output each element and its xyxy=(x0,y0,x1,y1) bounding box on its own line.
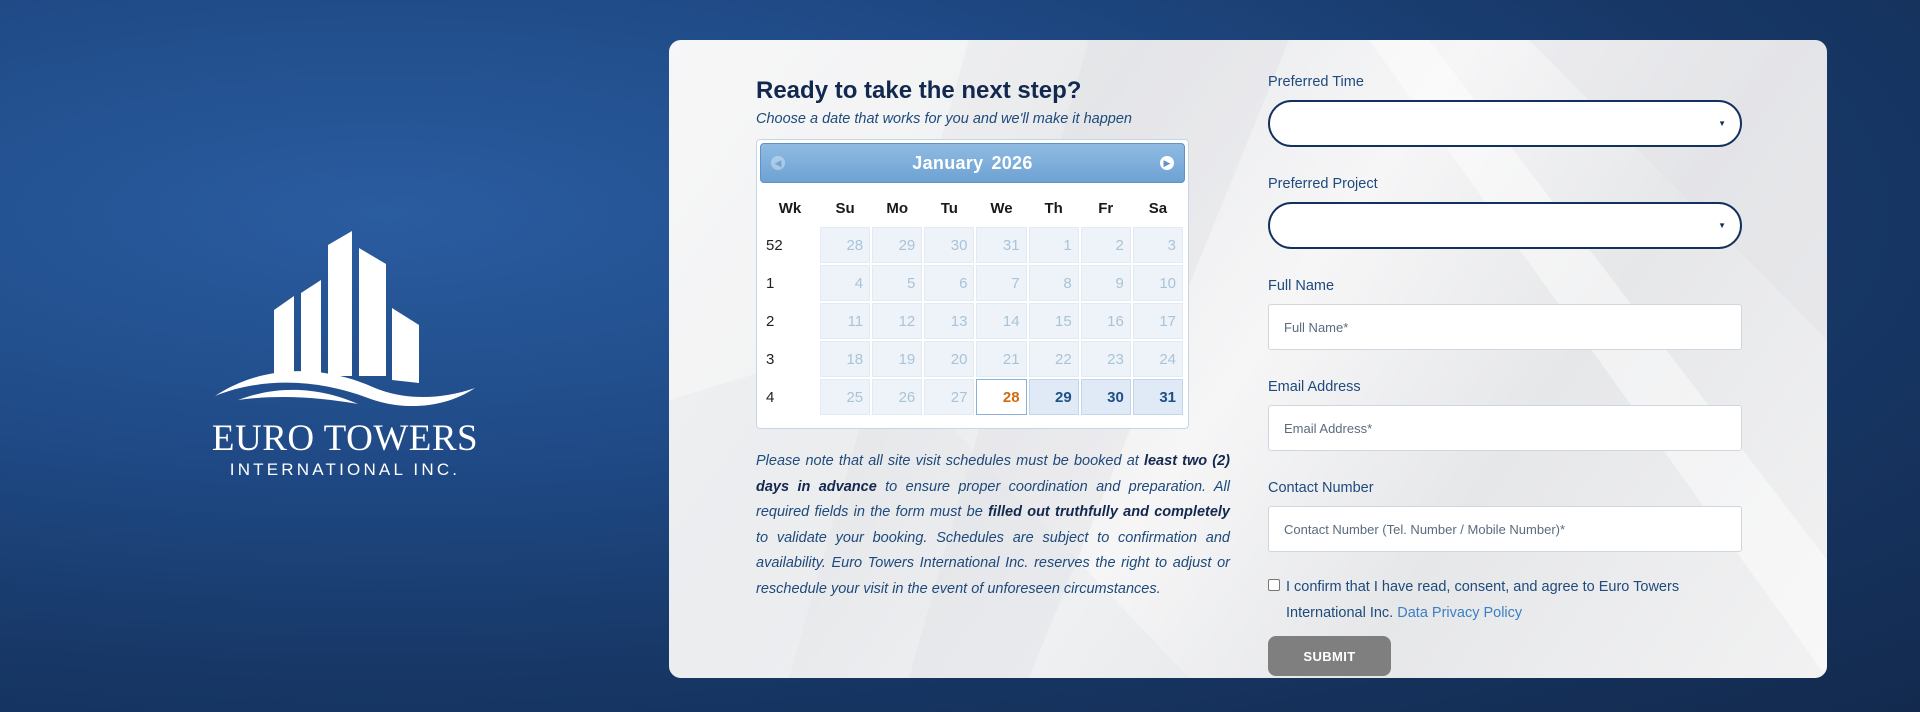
preferred-project-select[interactable] xyxy=(1268,202,1742,249)
calendar-day-disabled: 22 xyxy=(1029,341,1079,377)
caret-down-icon: ▼ xyxy=(1718,119,1726,128)
weekday-header: Sa xyxy=(1148,199,1168,217)
weekday-header: Th xyxy=(1044,199,1063,217)
calendar-day-disabled: 7 xyxy=(976,265,1026,301)
privacy-policy-link[interactable]: Data Privacy Policy xyxy=(1397,605,1523,621)
week-number: 52 xyxy=(766,236,783,254)
weekday-header: Wk xyxy=(778,199,802,217)
contact-number-label: Contact Number xyxy=(1268,480,1374,496)
calendar-day-disabled: 3 xyxy=(1133,227,1183,263)
brand-logo xyxy=(210,228,480,488)
calendar-day-disabled: 18 xyxy=(820,341,870,377)
brand-subtitle: INTERNATIONAL INC. xyxy=(229,460,461,479)
contact-number-input[interactable] xyxy=(1268,506,1742,552)
calendar-day-disabled: 6 xyxy=(924,265,974,301)
calendar-month: January xyxy=(912,152,984,173)
notice-emphasis: filled out truthfully and completely xyxy=(988,504,1230,520)
calendar-day-disabled: 10 xyxy=(1133,265,1183,301)
caret-down-icon: ▼ xyxy=(1718,221,1726,230)
date-picker xyxy=(756,139,1189,429)
consent-row xyxy=(1268,574,1742,626)
week-number: 4 xyxy=(766,388,775,406)
booking-notice xyxy=(756,449,1230,602)
chevron-left-icon[interactable]: ◀ xyxy=(771,156,785,170)
calendar-day[interactable]: 30 xyxy=(1081,379,1131,415)
calendar-day-disabled: 20 xyxy=(924,341,974,377)
calendar-day-disabled: 16 xyxy=(1081,303,1131,339)
calendar-day-disabled: 12 xyxy=(872,303,922,339)
weekday-header: Mo xyxy=(886,199,909,217)
calendar-section xyxy=(756,76,1266,602)
weekday-header: We xyxy=(990,199,1013,217)
booking-card xyxy=(669,40,1827,678)
calendar-day-today: 28 xyxy=(976,379,1026,415)
calendar-day-disabled: 14 xyxy=(976,303,1026,339)
contact-number-placeholder: Contact Number (Tel. Number / Mobile Number)* xyxy=(1284,521,1566,537)
calendar-grid xyxy=(760,189,1185,417)
towers-logo-icon xyxy=(210,228,480,413)
consent-checkbox[interactable] xyxy=(1268,579,1280,591)
calendar-day-disabled: 2 xyxy=(1081,227,1131,263)
calendar-day-disabled: 19 xyxy=(872,341,922,377)
calendar-day-disabled: 15 xyxy=(1029,303,1079,339)
weekday-header: Fr xyxy=(1098,199,1114,217)
calendar-day-disabled: 27 xyxy=(924,379,974,415)
calendar-day-disabled: 21 xyxy=(976,341,1026,377)
email-input[interactable] xyxy=(1268,405,1742,451)
calendar-week-row xyxy=(762,227,1183,263)
calendar-day-disabled: 13 xyxy=(924,303,974,339)
week-number: 2 xyxy=(766,312,775,330)
page-title: Ready to take the next step? xyxy=(756,77,1082,104)
page-subtitle: Choose a date that works for you and we'll make it happen xyxy=(756,111,1132,127)
calendar-header xyxy=(760,143,1185,183)
calendar-day-disabled: 30 xyxy=(924,227,974,263)
weekday-header: Tu xyxy=(940,199,958,217)
calendar-day-disabled: 17 xyxy=(1133,303,1183,339)
consent-text xyxy=(1286,574,1742,626)
preferred-project-label: Preferred Project xyxy=(1268,176,1378,192)
notice-text: to validate your booking. Schedules are subject to confirmation and availability. Euro Towers International Inc. reserves the right to adjust or reschedule your visit in the event of unforeseen circumstances. xyxy=(756,529,1230,597)
calendar-day-disabled: 24 xyxy=(1133,341,1183,377)
calendar-day-disabled: 8 xyxy=(1029,265,1079,301)
calendar-day-disabled: 23 xyxy=(1081,341,1131,377)
calendar-day[interactable]: 29 xyxy=(1029,379,1079,415)
calendar-day-disabled: 11 xyxy=(820,303,870,339)
booking-form xyxy=(1268,73,1742,676)
preferred-time-label: Preferred Time xyxy=(1268,74,1364,90)
calendar-day-disabled: 28 xyxy=(820,227,870,263)
calendar-weekday-row xyxy=(762,191,1183,225)
brand-name: EURO TOWERS xyxy=(211,418,479,459)
email-placeholder: Email Address* xyxy=(1284,420,1373,436)
calendar-title xyxy=(908,153,1036,174)
week-number: 3 xyxy=(766,350,775,368)
email-label: Email Address xyxy=(1268,379,1361,395)
week-number: 1 xyxy=(766,274,775,292)
calendar-day-disabled: 1 xyxy=(1029,227,1079,263)
calendar-day[interactable]: 31 xyxy=(1133,379,1183,415)
notice-emphasis: least two (2) days in advance xyxy=(756,453,1231,495)
calendar-day-disabled: 31 xyxy=(976,227,1026,263)
notice-text: to ensure proper coordination and preparation. All required fields in the form must be xyxy=(756,478,1231,520)
chevron-right-icon[interactable]: ▶ xyxy=(1160,156,1174,170)
consent-statement: I confirm that I have read, consent, and agree to Euro Towers International Inc. xyxy=(1286,579,1680,621)
full-name-input[interactable] xyxy=(1268,304,1742,350)
calendar-week-row xyxy=(762,265,1183,301)
calendar-day-disabled: 9 xyxy=(1081,265,1131,301)
submit-button[interactable]: SUBMIT xyxy=(1268,636,1391,676)
preferred-time-select[interactable] xyxy=(1268,100,1742,147)
calendar-week-row xyxy=(762,341,1183,377)
calendar-day-disabled: 26 xyxy=(872,379,922,415)
calendar-year: 2026 xyxy=(991,152,1033,173)
calendar-day-disabled: 5 xyxy=(872,265,922,301)
calendar-day-disabled: 25 xyxy=(820,379,870,415)
calendar-day-disabled: 29 xyxy=(872,227,922,263)
full-name-placeholder: Full Name* xyxy=(1284,319,1349,335)
calendar-week-row xyxy=(762,303,1183,339)
notice-text: Please note that all site visit schedules must be booked at xyxy=(756,453,1144,469)
calendar-day-disabled: 4 xyxy=(820,265,870,301)
weekday-header: Su xyxy=(835,199,855,217)
full-name-label: Full Name xyxy=(1268,278,1335,294)
calendar-week-row xyxy=(762,379,1183,415)
